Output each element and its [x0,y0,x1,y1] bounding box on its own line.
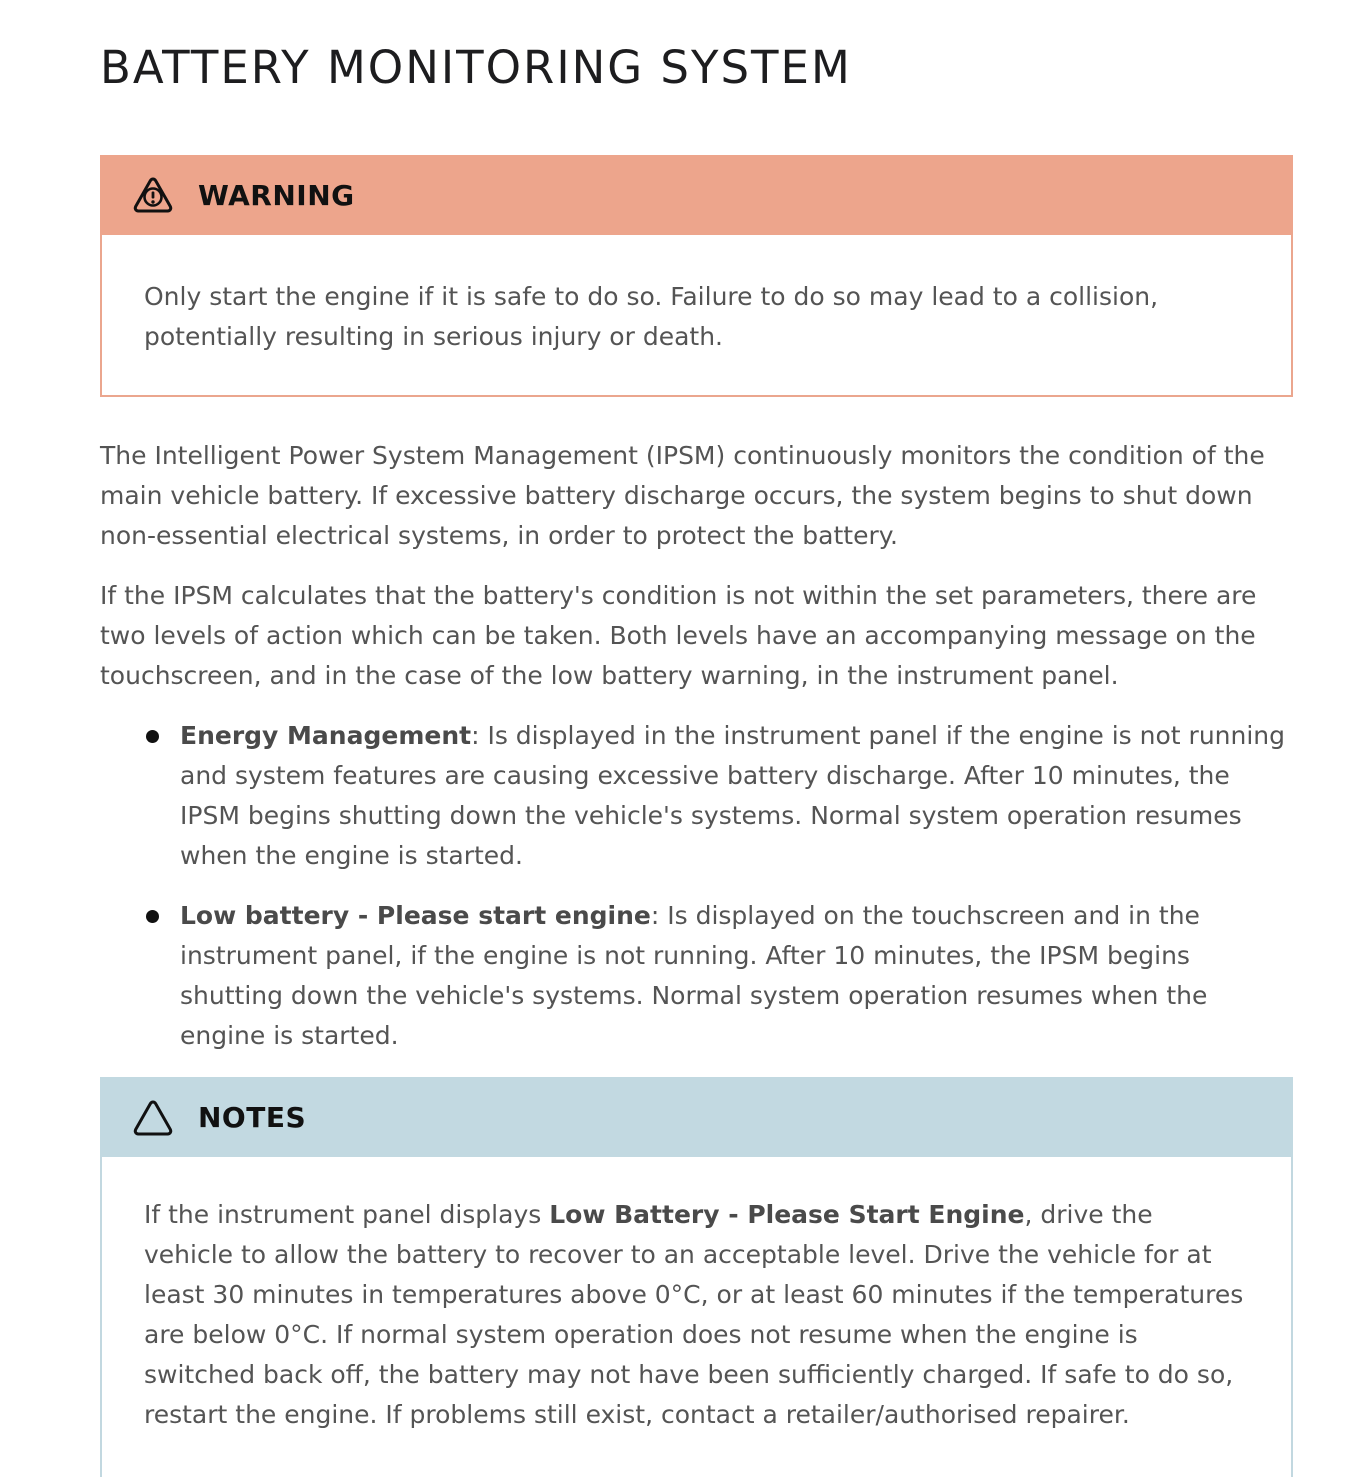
list-item-term: Low battery - Please start engine [180,901,651,930]
bullet-icon [146,730,159,743]
list-item [100,896,1293,1056]
page-title: BATTERY MONITORING SYSTEM [100,41,852,94]
notes-callout [100,1077,1293,1477]
notes-text-before: If the instrument panel displays [144,1200,550,1229]
notes-text-after: , drive the vehicle to allow the battery to recover to an acceptable level. Drive the vehicle for at least 30 minutes in temperatures above 0°C, or at least 60 minutes if the temperatures are below 0°C. If normal system operation does not resume when the engine is switched back off, the battery may not have been sufficiently charged. If safe to do so, restart the engine. If problems still exist, contact a retailer/authorised repairer. [144,1200,1244,1429]
intro-paragraph-2: If the IPSM calculates that the battery's condition is not within the set parameters, there are two levels of action which can be taken. Both levels have an accompanying message on the touchscreen, and in the case of the low battery warning, in the instrument panel. [100,581,1257,690]
notes-triangle-icon [132,1096,174,1138]
list-item [100,716,1293,876]
list-item-text: : Is displayed in the instrument panel if the engine is not running and system features are causing excessive battery discharge. After 10 minutes, the IPSM begins shutting down the vehicle's systems. Normal system operation resumes when the engine is started. [180,721,1286,870]
notes-emphasis: Low Battery - Please Start Engine [549,1200,1025,1229]
warning-header [100,155,1293,235]
notes-body [102,1157,1291,1435]
list-item-text: : Is displayed on the touchscreen and in the instrument panel, if the engine is not running. After 10 minutes, the IPSM begins shutting down the vehicle's systems. Normal system operation resumes when the engine is started. [180,901,1208,1050]
warning-callout [100,155,1293,397]
intro-paragraph-1: The Intelligent Power System Management (IPSM) continuously monitors the condition of the main vehicle battery. If excessive battery discharge occurs, the system begins to shut down non-essential electrical systems, in order to protect the battery. [100,441,1265,550]
warning-title: WARNING [198,178,355,212]
notes-text [144,1195,1249,1435]
warning-text: Only start the engine if it is safe to do so. Failure to do so may lead to a collision, potentially resulting in serious injury or death. [144,282,1159,351]
notes-header [100,1077,1293,1157]
list-item-term: Energy Management [180,721,472,750]
warning-body [102,235,1291,395]
battery-action-list [100,716,1293,1056]
notes-title: NOTES [198,1100,307,1134]
warning-triangle-icon [132,174,174,216]
bullet-icon [146,910,159,923]
